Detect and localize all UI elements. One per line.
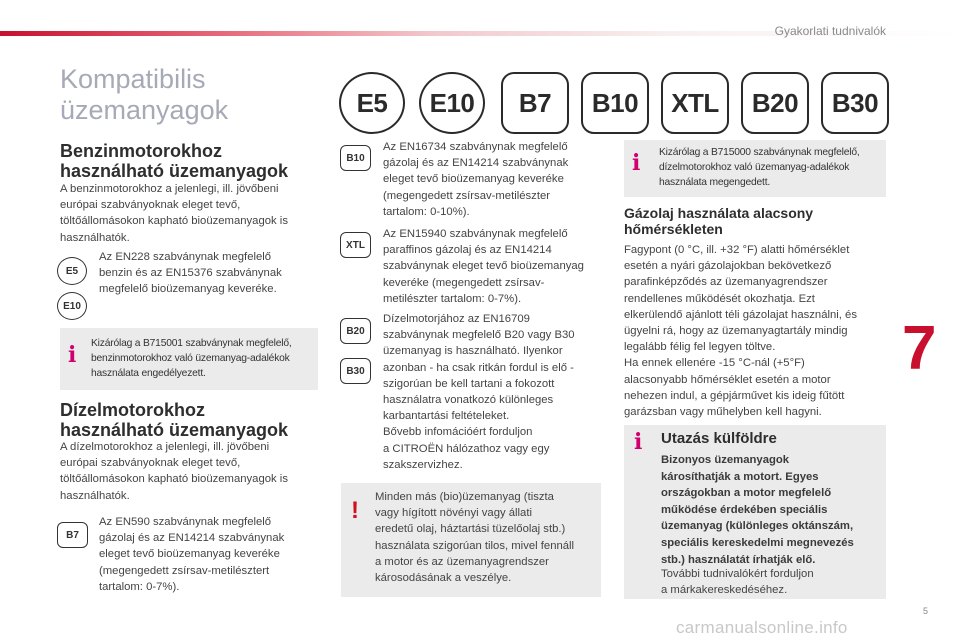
fuel-tag-e5: E5 <box>339 72 405 134</box>
fuel-tag-xtl: XTL <box>661 72 729 134</box>
fuel-tag-b20: B20 <box>741 72 809 134</box>
travel-title: Utazás külföldre <box>661 430 777 447</box>
b7-description: Az EN590 szabványnak megfelelő gázolaj és az EN14214 szabványnak eleget tevő bioüzemanyag keveréke (megengedett zsírsav-metilésztert tartalom: 0-7%). <box>99 516 285 593</box>
chapter-number: 7 <box>902 314 937 383</box>
info-icon: i <box>68 342 77 368</box>
b10-tag: B10 <box>340 145 371 171</box>
e5-tag: E5 <box>57 257 87 285</box>
b20-tag: B20 <box>340 318 371 344</box>
info-icon: i <box>634 429 643 455</box>
travel-contact-text: További tudnivalókért forduljon a márkakereskedéséhez. <box>661 568 814 597</box>
e-fuel-description: Az EN228 szabványnak megfelelő benzin és az EN15376 szabványnak megfelelő bioüzemanyag keveréke. <box>99 251 282 296</box>
b7-tag: B7 <box>57 522 88 548</box>
fuel-tag-b10: B10 <box>581 72 649 134</box>
fuel-tag-row <box>339 72 886 132</box>
fuel-tag-b30: B30 <box>821 72 889 134</box>
warning-icon: ! <box>351 497 359 524</box>
b10-description: Az EN16734 szabványnak megfelelő gázolaj és az EN14214 szabványnak eleget tevő bioüzemanyag keveréke (megengedett zsírsav-metilészter tartalom: 0-10%). <box>383 141 569 218</box>
fuel-warning-box: ! Minden más (bio)üzemanyag (tiszta vagy hígított növényi vagy állati eredetű olaj, háztartási tüzelőolaj stb.) használata szigorúan tilos, mivel fennáll a motor és az üzemanyagrendszer károsodásának a veszélye. <box>341 483 601 597</box>
xtl-description: Az EN15940 szabványnak megfelelő paraffinos gázolaj és az EN14214 szabványnak eleget tevő bioüzemanyag keveréke (megengedett zsírsav- metilészter tartalom: 0-7%). <box>383 228 584 305</box>
travel-abroad-box <box>624 425 886 599</box>
b30-tag: B30 <box>340 358 371 384</box>
info-icon: i <box>632 150 641 176</box>
xtl-tag: XTL <box>340 232 371 258</box>
low-temp-heading: Gázolaj használata alacsony hőmérsékleten <box>624 205 814 237</box>
diesel-heading: Dízelmotorokhoz használható üzemanyagok <box>60 400 289 440</box>
page-title-line1: Kompatibilis <box>60 64 206 94</box>
fuel-tag-b7: B7 <box>501 72 569 134</box>
fuel-tag-e10: E10 <box>419 72 485 134</box>
petrol-additive-info: i Kizárólag a B715001 szabványnak megfelelő, benzinmotorokhoz való üzemanyag-adalékok használata engedélyezett. <box>60 328 318 390</box>
low-temp-text: Fagypont (0 °C, ill. +32 °F) alatti hőmérséklet esetén a nyári gázolajokban bekövetkező parafinképződés az üzemanyagrendszer rendellenes működését okozhatja. Ezt elkerülendő ajánlott téli gázolajat használni, és ügyelni rá, hogy az üzemanyagtartály mindig legalább félig fel legyen töltve. Ha ennek ellenére -15 °C-nál (+5°F) alacsonyabb hőmérséklet esetén a motor nehezen indul, a gépjárművet kis ideig fűtött garázsban vagy műhelyben kell hagyni. <box>624 244 857 419</box>
petrol-heading: Benzinmotorokhoz használható üzemanyagok <box>60 141 289 181</box>
page-title <box>60 64 228 126</box>
diesel-intro: A dízelmotorokhoz a jelenlegi, ill. jövőbeni európai szabványoknak eleget tevő, töltőállomásokon kapható bioüzemanyagok is használhatók. <box>60 441 288 502</box>
section-header: Gyakorlati tudnivalók <box>774 24 886 38</box>
e10-tag: E10 <box>57 292 87 320</box>
footer-watermark: carmanualsonline.info <box>676 618 848 637</box>
page-title-line2: üzemanyagok <box>60 95 229 125</box>
travel-warning-text: Bizonyos üzemanyagok károsíthatják a motort. Egyes országokban a motor megfelelő működése érdekében speciális üzemanyag (különleges oktánszám, speciális kereskedelmi megnevezés stb.) használatát írhatják elő. <box>661 454 854 566</box>
b20-b30-description: Dízelmotorjához az EN16709 szabványnak megfelelő B20 vagy B30 üzemanyag is használható. Ilyenkor azonban - ha csak ritkán fordul is elő - szigorúan be kell tartani a fokozott használatra vonatkozó különleges karbantartási feltételeket. Bővebb infomációért forduljon a CITROËN hálózathoz vagy egy szakszervizhez. <box>383 313 575 471</box>
petrol-intro: A benzinmotorokhoz a jelenlegi, ill. jövőbeni európai szabványoknak eleget tevő, töltőállomásokon kapható bioüzemanyagok is használhatók. <box>60 183 288 244</box>
page-number: 5 <box>923 606 929 616</box>
diesel-additive-info: i Kizárólag a B715000 szabványnak megfelelő, dízelmotorokhoz való üzemanyag-adalékok használata megengedett. <box>624 140 886 197</box>
